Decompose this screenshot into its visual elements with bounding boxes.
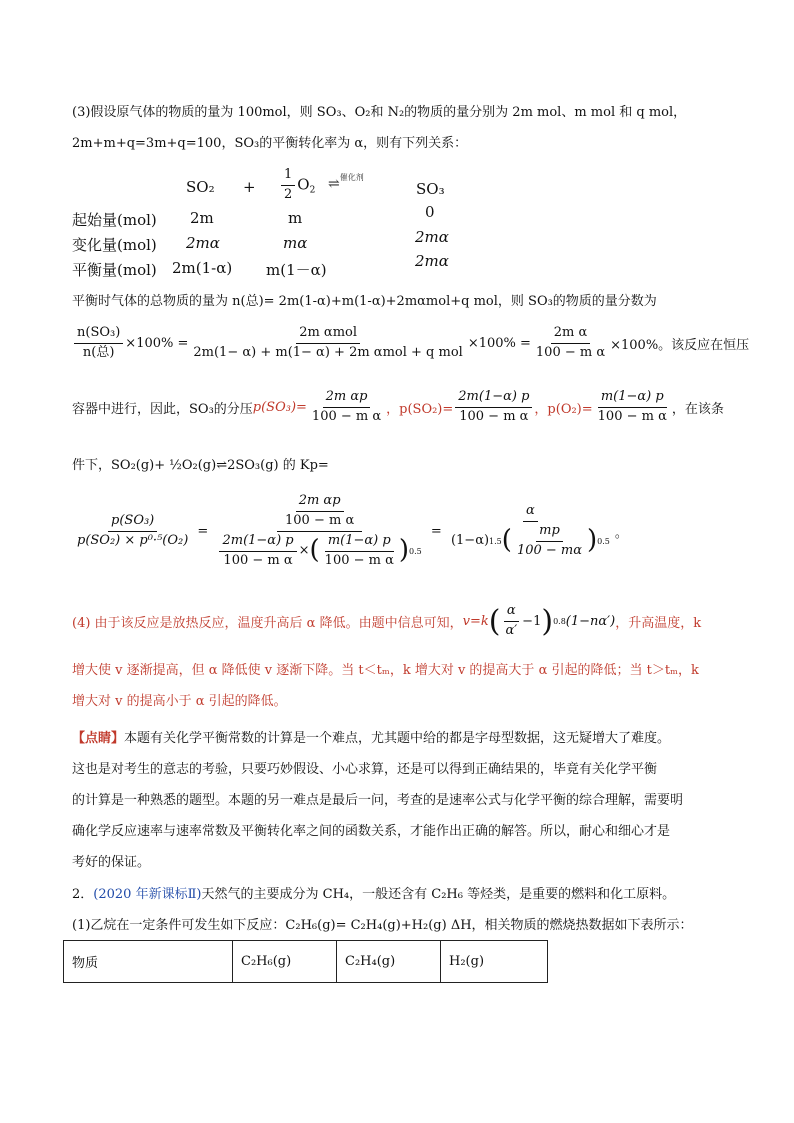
kp-equation: $\frac{\text{p(SO₃)}}{\text{p(SO₂) × p⁰·⁵(O₂)}}$ = $\frac{\text{2m αp}}{\text{100 − m α}}$ $\frac{2m(1-\alpha) p}{\text{100 − m α}}$ × ( $\frac{m(1-\alpha) p}{\text{100 − m α}}$ ) 0.5 = α (1−α) 1.5 ( $\frac{mp}{100 - m\alpha}$ ) 0.5 。 bbox=[77, 493, 628, 568]
row-eq-so3: 2mα bbox=[415, 252, 449, 270]
row-change-so2: 2mα bbox=[186, 234, 220, 252]
comment-line3: 的计算是一种熟悉的题型。本题的另一难点是最后一问，考查的是速率公式与化学平衡的综合理解，需要明 bbox=[72, 793, 684, 808]
table-header-cell: 物质 bbox=[64, 941, 233, 983]
q2-sub1: (1)乙烷在一定条件可发生如下反应：C₂H₆(g)= C₂H₄(g)+H₂(g) ΔH，相关物质的燃烧热数据如下表所示： bbox=[72, 918, 693, 933]
species-o2: $\frac{1}{2}$ $O_2$ bbox=[279, 168, 315, 203]
partial-pressure-line: 容器中进行，因此，SO₃的分压 p(SO₃)= $\frac{\text{2m αp}}{\text{100 − m α}}$ ，p(SO₂)= $\frac{2m(1-\alpha) p}{\text{100 − m α}}$ ，p(O₂)= $\frac{m(1-\alpha) p}{\text{100 − m α}}$ ，在该条 bbox=[72, 389, 724, 424]
kp-line: 件下，SO₂(g)+ ½O₂(g)⇌2SO₃(g) 的 Kp= bbox=[72, 458, 329, 473]
comment-line5: 考好的保证。 bbox=[72, 855, 151, 870]
catalyst-arrow: ⇌催化剂 bbox=[328, 173, 364, 192]
row-start-so3: 0 bbox=[425, 203, 435, 221]
mole-fraction-equation: $\frac{\text{n(SO₃)}}{\text{n(总)}}$ ×100% = $\frac{\text{2m αmol}}{\text{2m(1− α) + m(1− α) + 2m αmol + q mol}}$ ×100% = $\frac{\text{2m α}}{\text{100 − m α}}$ ×100%。该反应在恒压 bbox=[72, 326, 749, 361]
row-eq-label: 平衡量(mol) bbox=[72, 261, 157, 279]
comment-line1: 【点睛】本题有关化学平衡常数的计算是一个难点，尤其题中给的都是字母型数据，这无疑增大了难度。 bbox=[72, 731, 671, 746]
p3-line1: (3)假设原气体的物质的量为 100mol，则 SO₃、O₂和 N₂的物质的量分别为 2m mol、m mol 和 q mol， bbox=[72, 105, 687, 120]
total-moles-line: 平衡时气体的总物质的量为 n(总)= 2m(1-α)+m(1-α)+2mαmol+q mol，则 SO₃的物质的量分数为 bbox=[72, 294, 657, 309]
row-start-label: 起始量(mol) bbox=[72, 211, 157, 229]
species-so2: SO₂ bbox=[186, 178, 215, 196]
table-header-cell: C₂H₄(g) bbox=[337, 941, 441, 983]
species-plus: + bbox=[243, 178, 256, 196]
row-change-label: 变化量(mol) bbox=[72, 236, 157, 254]
row-change-so3: 2mα bbox=[415, 228, 449, 246]
table-header-cell: H₂(g) bbox=[441, 941, 548, 983]
row-change-o2: mα bbox=[283, 234, 308, 252]
row-eq-so2: 2m(1-α) bbox=[172, 259, 233, 277]
species-so3: SO₃ bbox=[416, 180, 445, 198]
p3-line2: 2m+m+q=3m+q=100，SO₃的平衡转化率为 α，则有下列关系： bbox=[72, 136, 468, 151]
q2-line: 2．(2020 年新课标Ⅱ)天然气的主要成分为 CH₄，一般还含有 C₂H₆ 等烃类，是重要的燃料和化工原料。 bbox=[72, 887, 676, 902]
row-start-so2: 2m bbox=[190, 209, 214, 227]
p4-line1: (4) 由于该反应是放热反应，温度升高后 α 降低。由题中信息可知， v=k ( $\frac{\alpha}{\alpha'}$ −1 ) 0.8 (1−nα′) ，升高温度，k bbox=[72, 603, 702, 639]
comment-line2: 这也是对考生的意志的考验，只要巧妙假设、小心求算，还是可以得到正确结果的，毕竟有关化学平衡 bbox=[72, 762, 658, 777]
comment-tag: 【点睛】 bbox=[72, 731, 125, 746]
q2-source: (2020 年新课标Ⅱ) bbox=[93, 887, 202, 902]
row-start-o2: m bbox=[288, 209, 303, 227]
combustion-heat-table bbox=[63, 940, 548, 983]
table-row bbox=[64, 941, 548, 983]
comment-line4: 确化学反应速率与速率常数及平衡转化率之间的函数关系，才能作出正确的解答。所以，耐心和细心才是 bbox=[72, 824, 671, 839]
p4-line2: 增大使 v 逐渐提高，但 α 降低使 v 逐渐下降。当 t＜tₘ，k 增大对 v 的提高大于 α 引起的降低；当 t＞tₘ，k bbox=[72, 663, 699, 678]
p4-line3: 增大对 v 的提高小于 α 引起的降低。 bbox=[72, 694, 287, 709]
row-eq-o2: m(1－α) bbox=[266, 261, 327, 279]
table-header-cell: C₂H₆(g) bbox=[233, 941, 337, 983]
